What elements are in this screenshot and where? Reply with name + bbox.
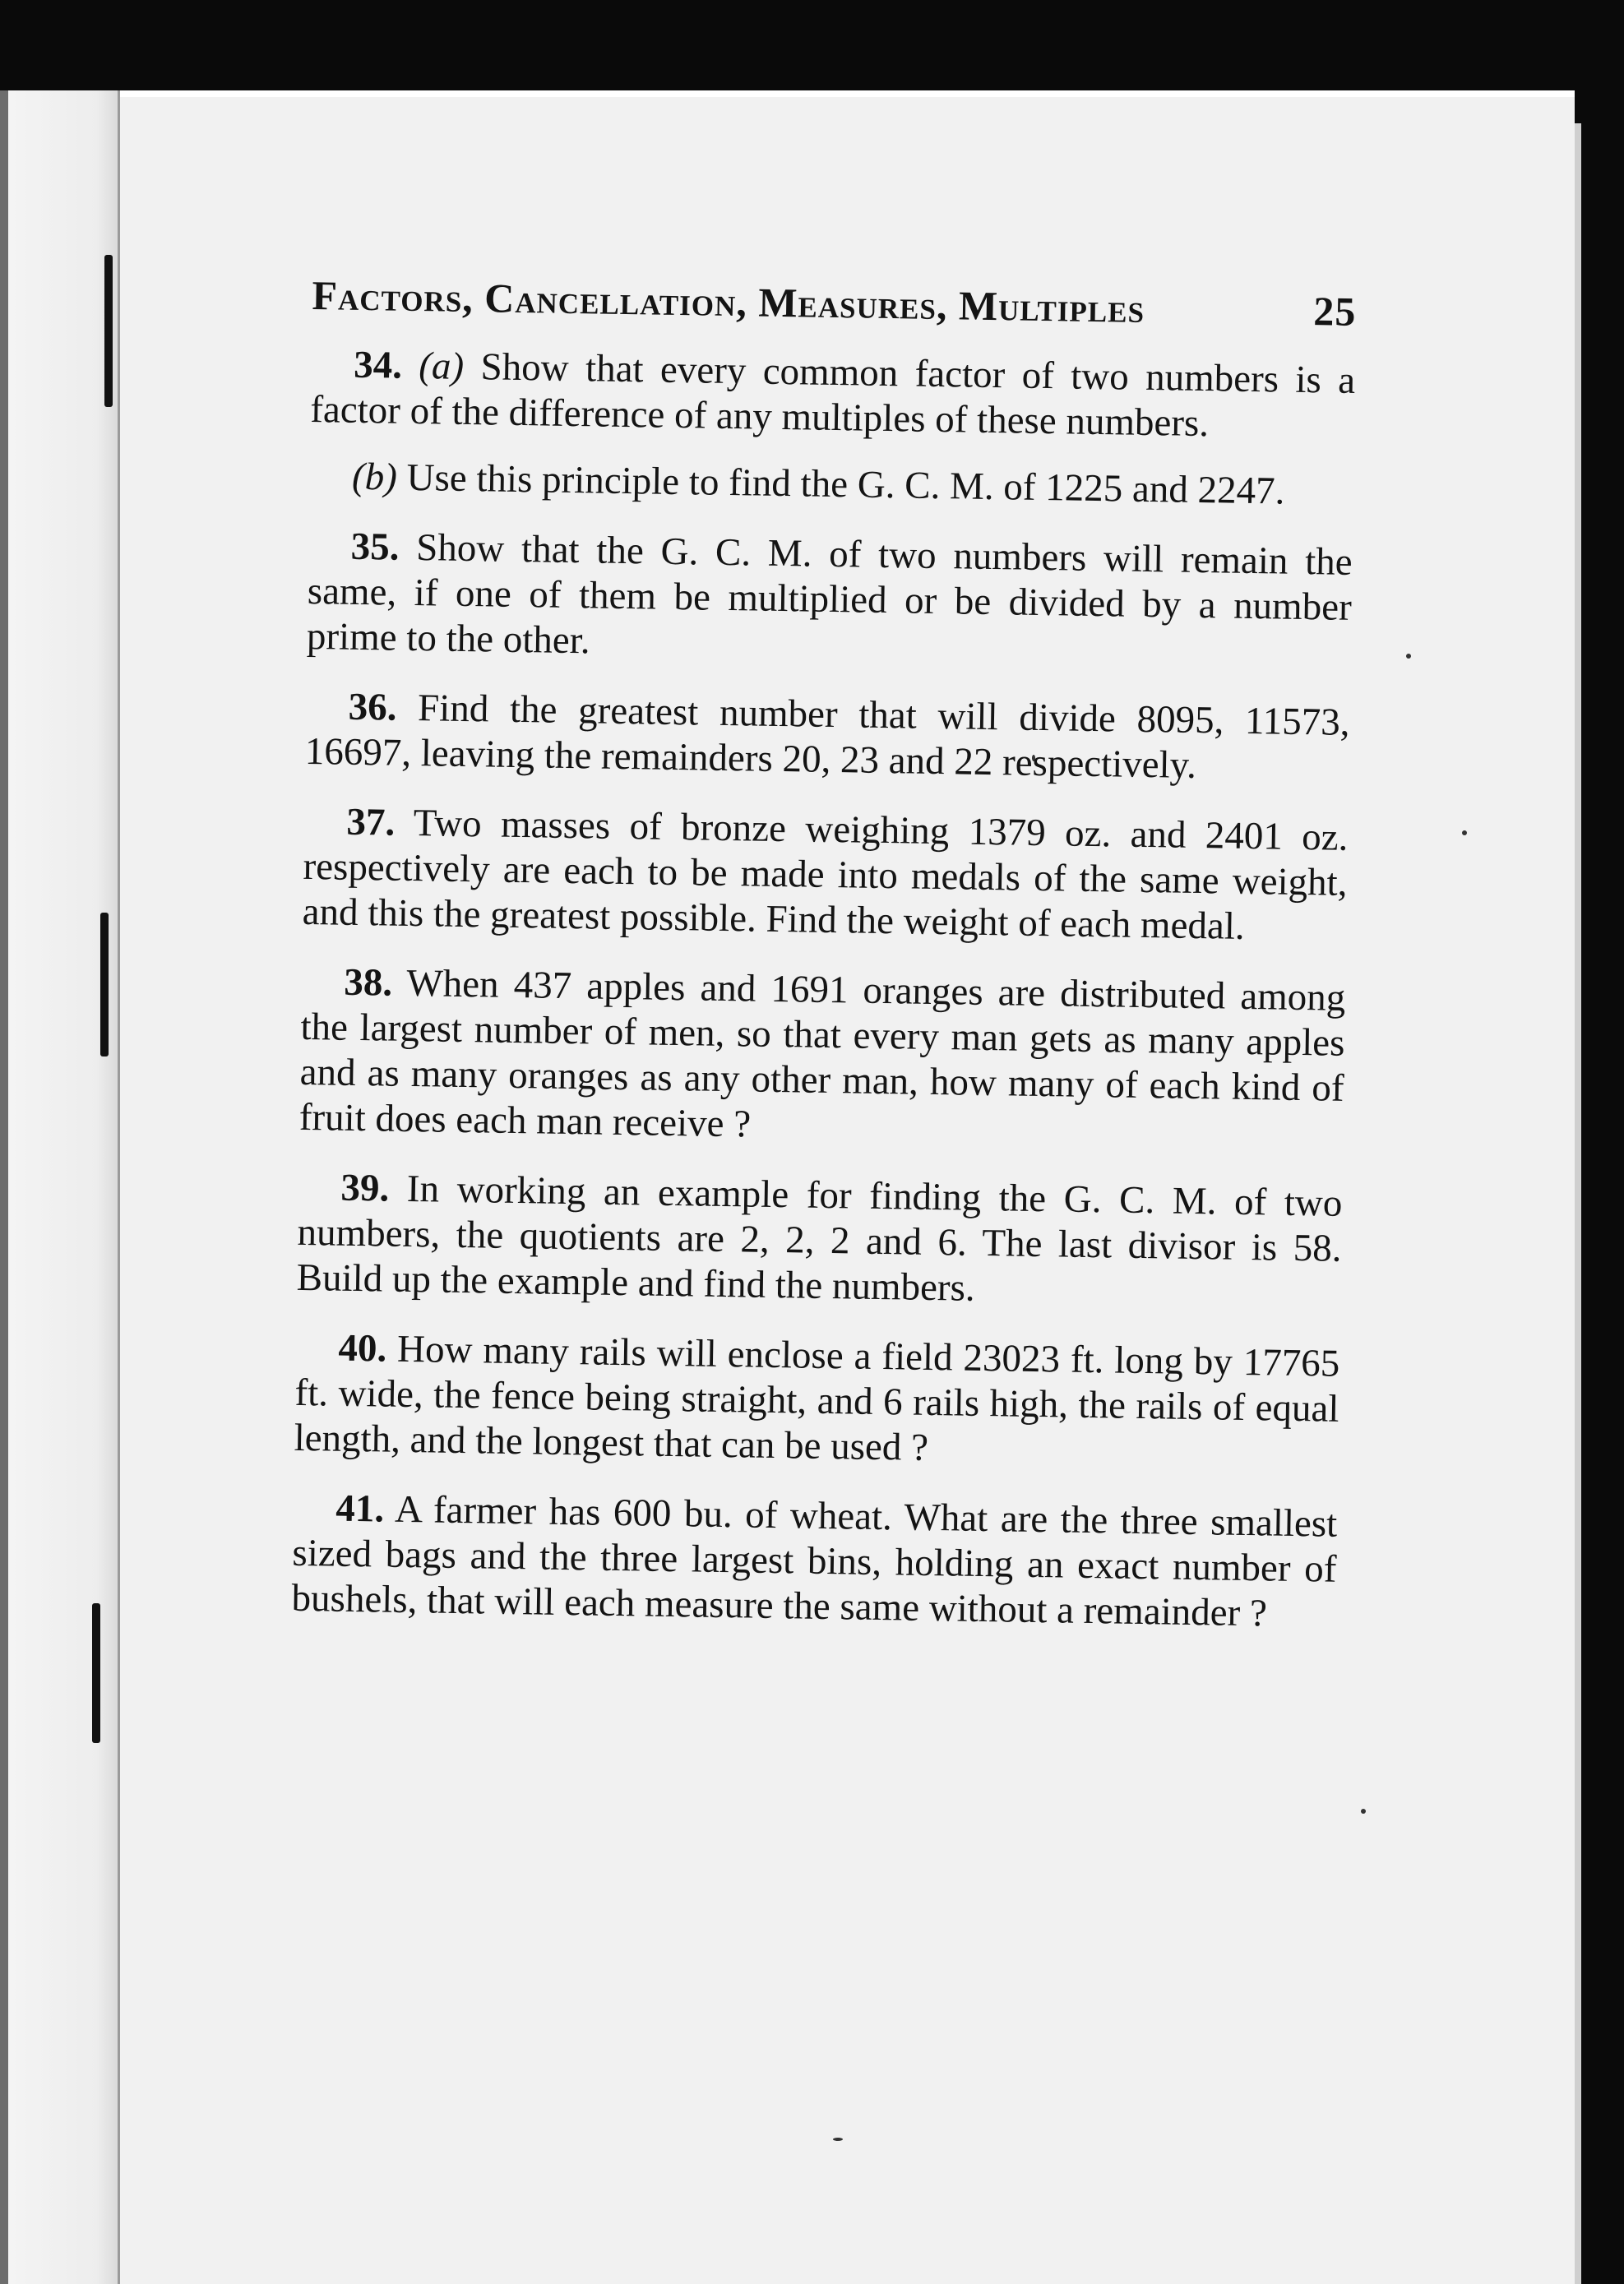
problem-text: Two masses of bronze weighing 1379 oz. and 2401 oz. respectively are each to be made into medals of the same weight, and this the greatest possible. Find the weight of each medal. [302,802,1349,948]
page-number: 25 [1312,288,1357,335]
scan-border-right [1575,0,1624,2284]
scan-border-left [0,90,8,2284]
scan-speck [1462,830,1467,835]
problem-36 [304,684,1350,791]
binding-mark [104,255,113,407]
problem-number: 38. [344,960,393,1005]
problem-text: When 437 apples and 1691 oranges are distributed among the largest number of men, so that every man gets as many apples and as many oranges as any other man, how many of each kind of fruit does each man receive ? [298,961,1346,1146]
problem-text: In working an example for finding the G. C. M. of two numbers, the quotients are 2, 2, 2 and 6. The last divisor is 58. Build up the example and find the numbers. [296,1167,1343,1310]
problem-38 [298,959,1345,1157]
part-label: (b) [351,455,398,499]
part-label: (a) [418,344,465,388]
problem-37 [302,799,1348,951]
page-edge [1575,123,1581,2284]
problem-text: Use this principle to find the G. C. M. of 1225 and 2247. [406,455,1285,513]
scan-speck [833,2138,843,2141]
problem-number: 41. [335,1486,385,1531]
problem-number: 40. [338,1326,387,1371]
problem-text: How many rails will enclose a field 23023 ft. long by 17765 ft. wide, the fence being straight, and 6 rails high, the rails of equal length, and the longest that can be used ? [294,1327,1340,1469]
problem-text: Show that every common factor of two numbers is a factor of the difference of any multiples of these numbers. [309,345,1356,446]
binding-mark [92,1603,100,1743]
problem-41 [291,1486,1337,1638]
problem-number: 36. [348,685,397,729]
problem-34b [309,454,1354,516]
problem-number: 35. [350,525,400,569]
scan-speck [1406,654,1411,659]
binding-mark [100,913,109,1056]
running-head-title: Factors, Cancellation, Measures, Multiples [312,271,1145,331]
scan-speck [1361,1809,1366,1814]
problem-text: A farmer has 600 bu. of wheat. What are the three smallest sized bags and the three largest bins, holding an exact number of bushels, that will each measure the same without a remainder ? [291,1487,1338,1635]
problem-text: Show that the G. C. M. of two numbers will remain the same, if one of them be multiplied or be divided by a number prime to the other. [306,526,1353,663]
problem-39 [296,1165,1342,1317]
problem-number: 34. [353,343,403,387]
problem-34a [310,342,1356,449]
facing-page [8,90,119,2284]
scan-border-top [0,0,1624,90]
page-text [291,271,1357,1662]
problem-40 [294,1325,1339,1477]
problem-number: 37. [346,800,396,844]
problem-number: 39. [340,1166,390,1210]
problem-35 [307,524,1353,676]
problem-text: Find the greatest number that will divide 8095, 11573, 16697, leaving the remainders 20, 23 and 22 respectively. [304,687,1350,787]
